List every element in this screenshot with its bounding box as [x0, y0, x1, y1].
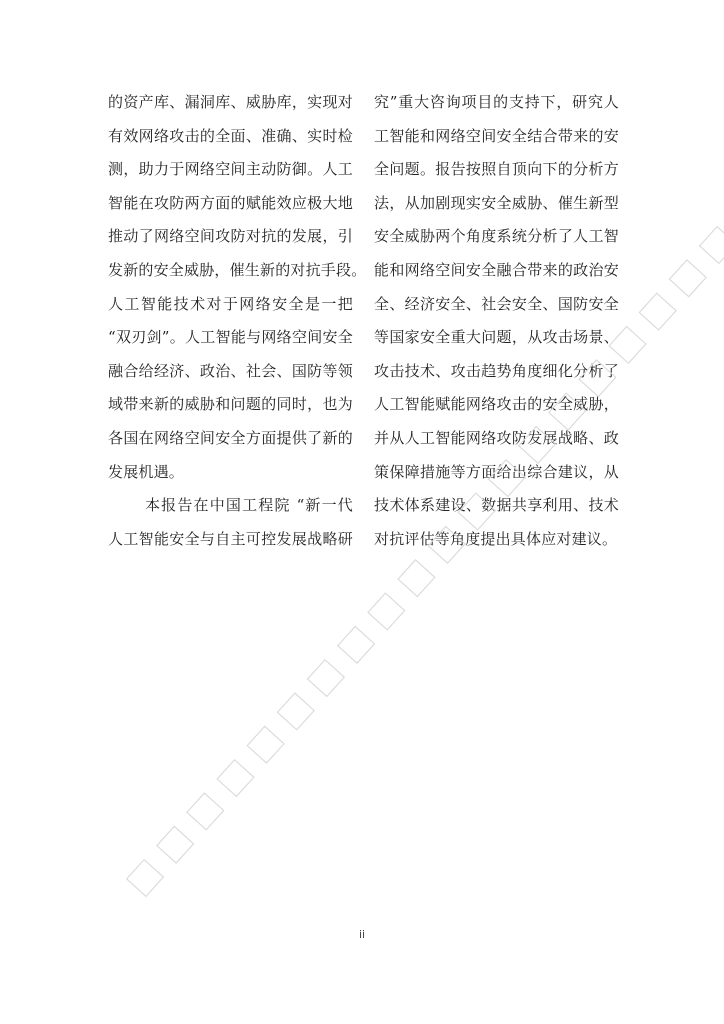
text-line: 发新的安全威胁，催生新的对抗手段。: [108, 260, 367, 279]
watermark-box: [368, 593, 405, 630]
page-number: ii: [358, 928, 366, 941]
paragraph: [108, 489, 353, 556]
text-line: 各国在网络空间安全方面提供了新的: [108, 428, 353, 447]
text-line: 等国家安全重大问题，从攻击场景、: [374, 328, 619, 347]
left-text-column: [108, 86, 367, 556]
text-line: 全问题。报告按照自顶向下的分析方: [374, 160, 619, 179]
text-line: 能和网络空间安全融合带来的政治安: [374, 260, 619, 279]
watermark-box: [157, 826, 194, 863]
watermark-box: [187, 793, 224, 830]
text-line: 本报告在中国工程院 “新一代: [145, 496, 353, 515]
text-line: 有效网络攻击的全面、准确、实时检: [108, 126, 353, 145]
watermark-box: [669, 260, 706, 297]
text-line: 对抗评估等角度提出具体应对建议。: [374, 529, 618, 548]
text-line: 智能在攻防两方面的赋能效应极大地: [108, 193, 353, 212]
text-line: 技术体系建设、数据共享利用、技术: [374, 496, 619, 515]
watermark-box: [247, 726, 284, 763]
text-line: 策保障措施等方面给出综合建议，从: [374, 462, 619, 481]
watermark-box: [700, 227, 724, 264]
text-line: 人工智能赋能网络攻击的安全威胁，: [374, 395, 619, 414]
text-line: 测，助力于网络空间主动防御。人工: [108, 160, 353, 179]
text-line: 发展机遇。: [108, 462, 185, 481]
text-line: 攻击技术、攻击趋势角度细化分析了: [374, 361, 619, 380]
watermark-box: [639, 293, 676, 330]
text-line: 究”重大咨询项目的支持下，研究人: [374, 93, 619, 111]
watermark-box: [398, 560, 435, 597]
text-line: 人工智能安全与自主可控发展战略研: [108, 529, 353, 548]
text-line: 域带来新的威胁和问题的同时，也为: [108, 395, 353, 414]
watermark-box: [308, 660, 345, 697]
paragraph: [108, 86, 367, 489]
text-line: 并从人工智能网络攻防发展战略、政: [374, 428, 619, 447]
paragraph: [374, 86, 619, 556]
watermark-box: [338, 626, 375, 663]
text-line: “双刃剑”。人工智能与网络空间安全: [108, 328, 353, 347]
text-line: 人工智能技术对于网络安全是一把: [108, 294, 353, 313]
watermark-box: [217, 760, 254, 797]
text-line: 工智能和网络空间安全结合带来的安: [374, 126, 619, 145]
text-line: 安全威胁两个角度系统分析了人工智: [374, 227, 619, 246]
right-text-column: [374, 86, 619, 556]
text-line: 的资产库、漏洞库、威胁库，实现对: [108, 93, 353, 111]
text-line: 全、经济安全、社会安全、国防安全: [374, 294, 619, 313]
watermark-box: [277, 693, 314, 730]
text-line: 推动了网络空间攻防对抗的发展，引: [108, 227, 353, 246]
text-line: 融合给经济、政治、社会、国防等领: [108, 361, 353, 380]
watermark-box: [127, 860, 164, 897]
text-line: 法，从加剧现实安全威胁、催生新型: [374, 193, 619, 212]
